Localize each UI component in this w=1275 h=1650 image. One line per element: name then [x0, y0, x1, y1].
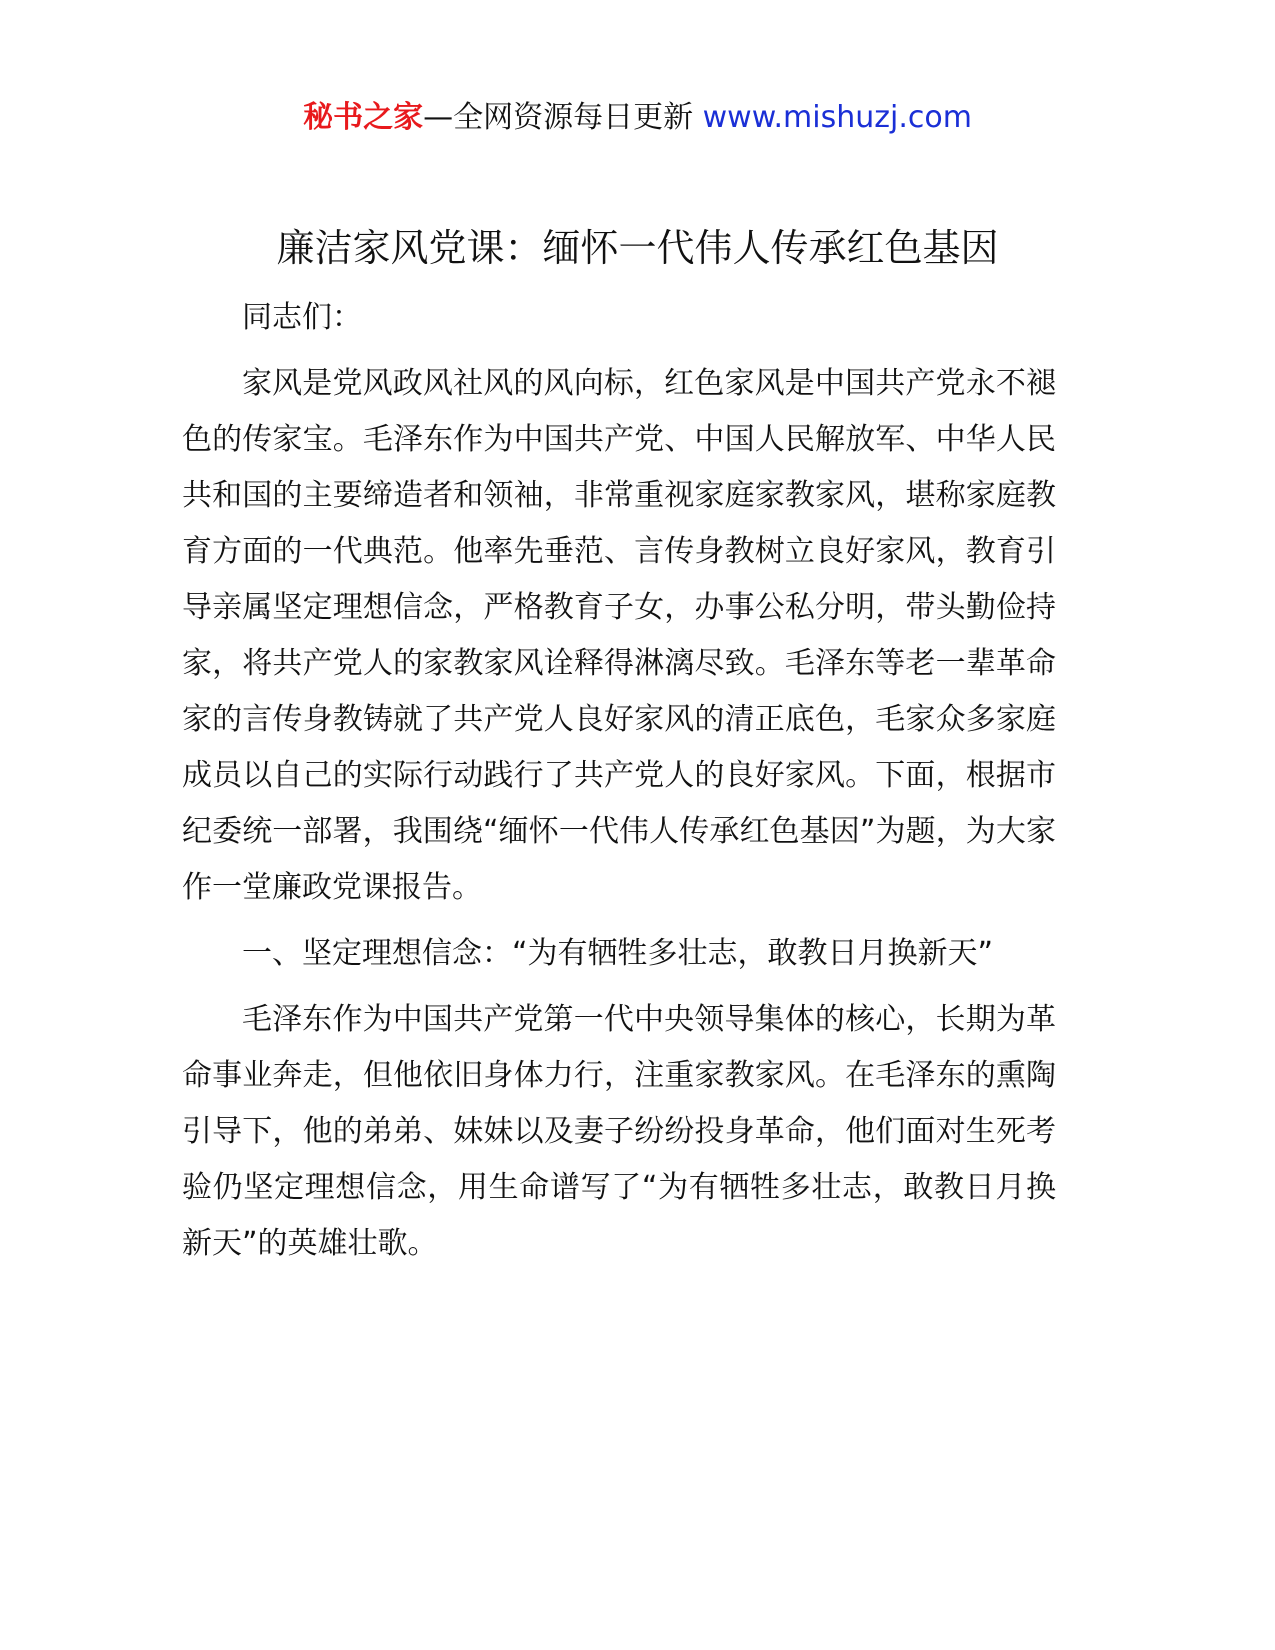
section-heading-1: 一、坚定理想信念：“为有牺牲多壮志，敢教日月换新天” [242, 936, 994, 971]
header-slogan: —全网资源每日更新 [423, 100, 703, 135]
paragraph-intro: 家风是党风政风社风的风向标，红色家风是中国共产党永不褪色的传家宝。毛泽东作为中国共产党、中国人民解放军、中华人民共和国的主要缔造者和领袖，非常重视家庭家教家风，堪称家庭教育方面的一代典范。他率先垂范、言传身教树立良好家风，教育引导亲属坚定理想信念，严格教育子女，办事公私分明，带头勤俭持家，将共产党人的家教家风诠释得淋漓尽致。毛泽东等老一辈革命家的言传身教铸就了共产党人良好家风的清正底色，毛家众多家庭成员以自己的实际行动践行了共产党人的良好家风。下面，根据市纪委统一部署，我围绕“缅怀一代伟人传承红色基因”为题，为大家作一堂廉政党课报告。 [182, 366, 1056, 905]
salutation: 同志们： [242, 300, 362, 335]
site-url-link[interactable]: www.mishuzj.com [702, 100, 972, 135]
brand-name: 秘书之家 [303, 100, 424, 135]
site-header [0, 96, 1275, 140]
document-body [182, 290, 1056, 1282]
paragraph-section-1: 毛泽东作为中国共产党第一代中央领导集体的核心，长期为革命事业奔走，但他依旧身体力行，注重家教家风。在毛泽东的熏陶引导下，他的弟弟、妹妹以及妻子纷纷投身革命，他们面对生死考验仍坚定理想信念，用生命谱写了“为有牺牲多壮志，敢教日月换新天”的英雄壮歌。 [182, 1002, 1056, 1261]
document-title: 廉洁家风党课：缅怀一代伟人传承红色基因 [276, 226, 999, 270]
